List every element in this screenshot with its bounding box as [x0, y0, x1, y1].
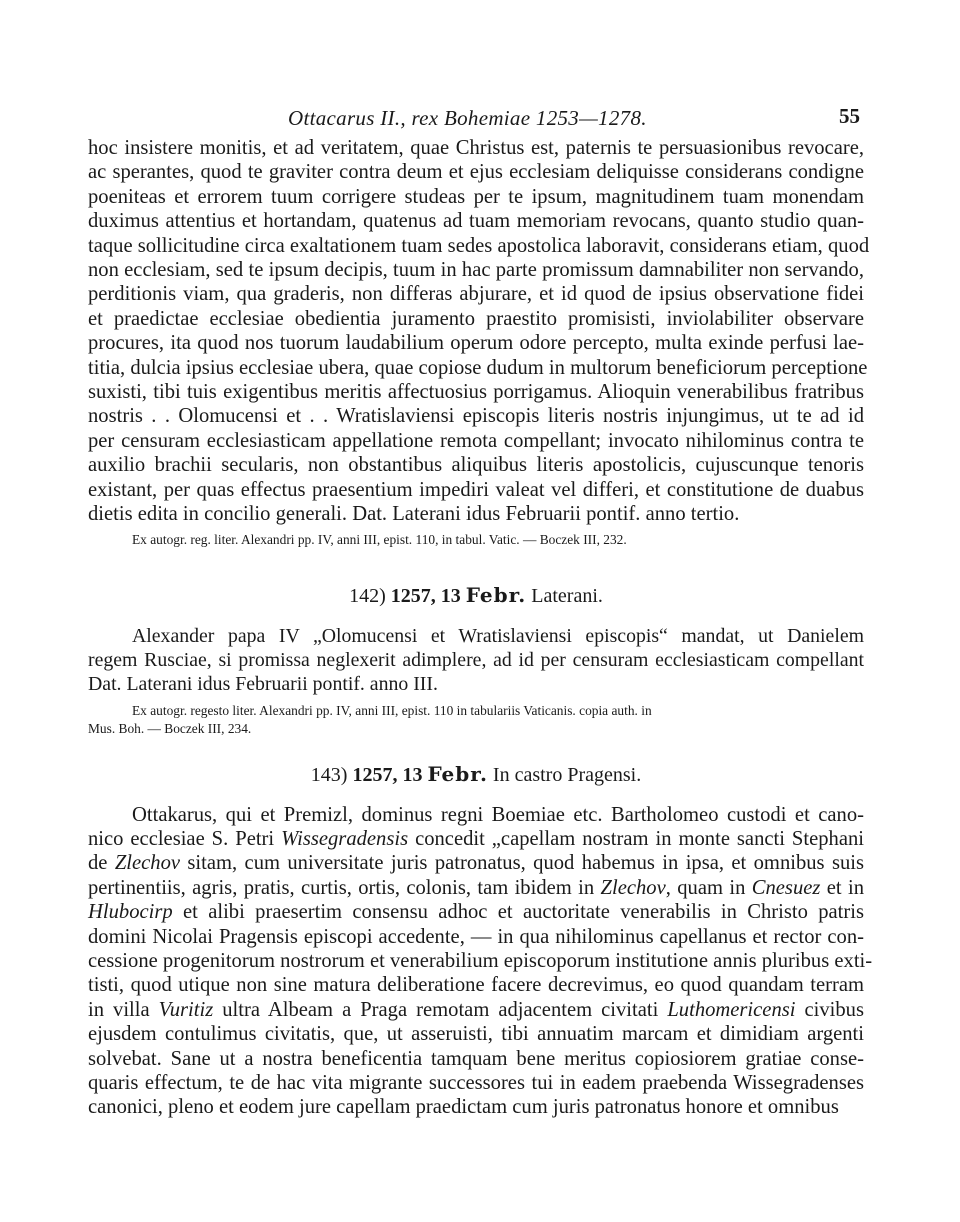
text-line: auxilio brachii secularis, non obstantibus aliquibus literis apostolicis, cujuscunque tenoris: [88, 454, 864, 477]
document-month: Febr.: [427, 761, 488, 786]
text-line: et praedictae ecclesiae obedientia juramento praestito promisisti, inviolabiliter observare: [88, 307, 864, 330]
text-run: in villa: [88, 998, 159, 1021]
text-run: concedit „capellam nostram in monte sancti Stephani: [408, 827, 864, 850]
text-line: [88, 827, 864, 851]
text-run: pertinentiis, agris, pratis, curtis, ortis, colonis, tam ibidem in: [88, 876, 601, 899]
document-place: In castro Pragensi.: [492, 763, 642, 786]
summary-line: Dat. Laterani idus Februarii pontif. anno III.: [88, 672, 438, 695]
source-line: Ex autogr. reg. liter. Alexandri pp. IV, anni III, epist. 110, in tabul. Vatic. — Boczek III, 232.: [132, 531, 627, 547]
text-line: [88, 1022, 864, 1046]
text-line: duximus attentius et hortandam, quatenus ad tuam memoriam revocans, quanto studio quan-: [88, 210, 864, 233]
text-run: civibus: [795, 998, 864, 1021]
document-date: 1257, 13: [390, 584, 461, 607]
document-number: 143): [310, 763, 348, 786]
document-142-source: [88, 702, 864, 738]
text-line: [88, 803, 864, 827]
text-line: taque sollicitudine circa exaltationem tuam sedes apostolica laboravit, considerans etiam, quod: [88, 234, 870, 257]
text-run: ejusdem contulimus civitatis, que, ut asseruisti, tibi annuatim marcam et dimidiam argenti: [88, 1023, 864, 1046]
document-page: [88, 100, 873, 1120]
text-line: [88, 876, 864, 900]
running-title: Ottacarus II., rex Bohemiae 1253—1278.: [288, 106, 647, 130]
text-line: perditionis viam, qua graderis, non differas abjurare, et id quod de ipsius observatione fidei: [88, 283, 864, 306]
document-date: 1257, 13: [352, 763, 423, 786]
place-name: Hlubocirp: [88, 901, 173, 924]
text-run: tisti, quod utique non sine matura deliberatione facere decrevimus, eo quod quandam terram: [88, 974, 864, 997]
text-line: [88, 925, 864, 949]
text-line: [88, 1095, 864, 1119]
text-line: non ecclesiam, sed te ipsum decipis, tuum in hac parte promissum damnabiliter non servando,: [88, 259, 864, 282]
text-line: dietis edita in concilio generali. Dat. Laterani idus Februarii pontif. anno tertio.: [88, 503, 740, 526]
text-line: [88, 973, 864, 997]
text-run: cessione progenitorum nostrorum et venerabilium episcoporum institutione annis pluribus exti-: [88, 949, 873, 972]
place-name: Zlechov: [600, 876, 666, 899]
document-number: 142): [349, 584, 386, 607]
document-place: Laterani.: [531, 584, 603, 607]
summary-line: Alexander papa IV „Olomucensi et Wratislaviensi episcopis“ mandat, ut Danielem: [132, 624, 864, 647]
document-142-heading: [88, 583, 864, 608]
text-run: de: [88, 852, 115, 875]
summary-line: regem Rusciae, si promissa neglexerit adimplere, ad id per censuram ecclesiasticam compellant: [88, 648, 864, 671]
text-line: poeniteas et errorem tuum corrigere studeas per te ipsum, magnitudinem tuam monendam: [88, 185, 864, 208]
text-run: domini Nicolai Pragensis episcopi accedente, — in qua nihilominus capellanus et rector con-: [88, 925, 864, 948]
text-line: nostris . . Olomucensi et . . Wratislaviensi episcopis literis nostris injungimus, ut te ad id: [88, 405, 864, 428]
document-142-summary: [88, 624, 864, 696]
text-line: per censuram ecclesiasticam appellatione remota compellant; invocato nihilominus contra te: [88, 429, 864, 452]
text-run: et alibi praesertim consensu adhoc et auctoritate venerabilis in Christo patris: [172, 901, 864, 924]
text-run: et in: [820, 876, 864, 899]
place-name: Cnesuez: [751, 876, 821, 899]
source-line: Mus. Boh. — Boczek III, 234.: [88, 720, 252, 736]
page-number: 55: [839, 104, 860, 128]
document-143-text: [88, 803, 873, 1120]
text-run: ultra Albeam a Praga remotam adjacentem civitati: [213, 998, 668, 1021]
text-run: quaris effectum, te de hac vita migrante successores tui in eadem praebenda Wissegradenses: [88, 1071, 864, 1094]
document-month: Febr.: [465, 582, 527, 607]
document-141-continuation: [88, 136, 870, 527]
document-141-source: [88, 531, 864, 549]
text-run: sitam, cum universitate juris patronatus, quod habemus in ipsa, et omnibus suis: [180, 852, 865, 875]
text-line: [88, 998, 864, 1022]
text-line: [88, 900, 864, 924]
place-name: Zlechov: [114, 852, 181, 875]
text-line: suxisti, tibi tuis exigentibus meritis affectuosius porrigamus. Alioquin venerabilibus fratribus: [88, 381, 864, 404]
text-line: [88, 851, 864, 875]
place-name: Wissegradensis: [281, 827, 409, 850]
text-line: titia, dulcia ipsius ecclesiae ubera, quae copiose dudum in multorum beneficiorum perceptione: [88, 356, 868, 379]
source-line: Ex autogr. regesto liter. Alexandri pp. IV, anni III, epist. 110 in tabulariis Vaticanis. copia auth. in: [132, 702, 652, 718]
text-run: Ottakarus, qui et Premizl, dominus regni Boemiae etc. Bartholomeo custodi et cano-: [132, 803, 864, 826]
text-run: canonici, pleno et eodem jure capellam praedictam cum juris patronatus honore et omnibus: [88, 1096, 839, 1119]
document-143-heading: [88, 762, 864, 787]
text-line: [88, 1071, 864, 1095]
text-line: hoc insistere monitis, et ad veritatem, quae Christus est, paternis te persuasionibus revocare,: [88, 137, 864, 159]
text-line: ac sperantes, quod te graviter contra deum et ejus ecclesiam deliquisse considerans condigne: [88, 161, 864, 184]
text-run: solvebat. Sane ut a nostra beneficentia tamquam bene meritus copiosiorem gratiae conse-: [88, 1047, 864, 1070]
place-name: Vuritiz: [158, 998, 214, 1021]
page-header: [88, 100, 864, 134]
text-line: existant, per quas effectus praesentium impediri valeat vel differi, et constitutione de duabus: [88, 478, 864, 501]
place-name: Luthomericensi: [667, 998, 796, 1021]
text-line: [88, 1047, 864, 1071]
text-line: procures, ita quod nos tuorum laudabilium operum odore percepto, multa exinde perfusi lae-: [88, 332, 864, 355]
text-run: , quam in: [665, 876, 752, 899]
text-line: [88, 949, 873, 973]
text-run: nico ecclesiae S. Petri: [88, 827, 282, 850]
